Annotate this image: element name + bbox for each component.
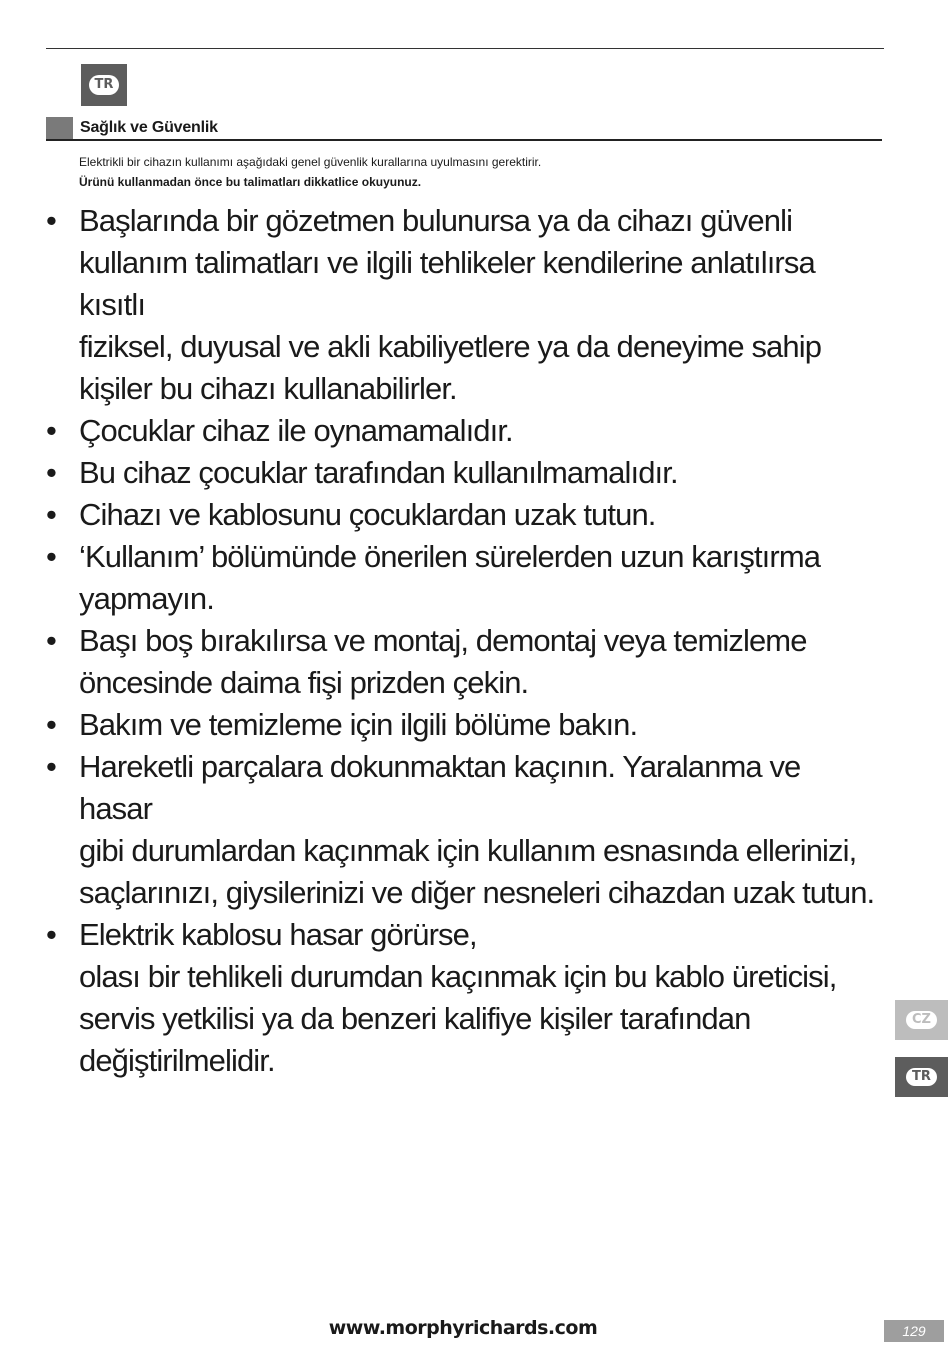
list-item-line: Çocuklar cihaz ile oynamamalıdır. xyxy=(79,413,513,448)
list-item-line: gibi durumlardan kaçınmak için kullanım esnasında ellerinizi, xyxy=(79,833,857,868)
bullet-dot: • xyxy=(46,623,56,658)
list-item xyxy=(46,200,876,410)
bullet-dot: • xyxy=(46,707,56,742)
intro-line-bold: Ürünü kullanmadan önce bu talimatları dikkatlice okuyunuz. xyxy=(79,175,422,189)
tab-tr-label: TR xyxy=(906,1068,937,1086)
intro-line: Elektrikli bir cihazın kullanımı aşağıdaki genel güvenlik kurallarına uyulmasını gerektirir. xyxy=(79,155,542,169)
list-item-line: kişiler bu cihazı kullanabilirler. xyxy=(79,371,457,406)
list-item-line: öncesinde daima fişi prizden çekin. xyxy=(79,665,529,700)
list-item-line: Başı boş bırakılırsa ve montaj, demontaj veya temizleme xyxy=(79,623,807,658)
list-item xyxy=(46,620,876,704)
list-item xyxy=(46,914,876,1082)
bullet-dot: • xyxy=(46,749,56,784)
bullet-dot: • xyxy=(46,497,56,532)
list-item-line: Hareketli parçalara dokunmaktan kaçının. Yaralanma ve hasar xyxy=(79,749,801,826)
list-item xyxy=(46,452,876,494)
list-item-line: yapmayın. xyxy=(79,581,214,616)
list-item-line: Başlarında bir gözetmen bulunursa ya da cihazı güvenli xyxy=(79,203,793,238)
tab-cz[interactable] xyxy=(895,1000,948,1040)
footer-url: www.morphyrichards.com xyxy=(328,1317,598,1339)
list-item-line: fiziksel, duyusal ve akli kabiliyetlere ya da deneyime sahip xyxy=(79,329,822,364)
tab-cz-label: CZ xyxy=(906,1011,937,1029)
list-item-line: Cihazı ve kablosunu çocuklardan uzak tutun. xyxy=(79,497,656,532)
bullet-dot: • xyxy=(46,413,56,448)
page-number: 129 xyxy=(884,1320,944,1342)
section-marker xyxy=(46,117,73,139)
safety-list xyxy=(46,200,876,1082)
list-item-line: olası bir tehlikeli durumdan kaçınmak için bu kablo üreticisi, xyxy=(79,959,837,994)
list-item xyxy=(46,494,876,536)
language-badge-label: TR xyxy=(89,75,120,95)
top-rule xyxy=(46,48,884,49)
list-item-line: değiştirilmelidir. xyxy=(79,1043,275,1078)
list-item xyxy=(46,410,876,452)
list-item-line: Bu cihaz çocuklar tarafından kullanılmamalıdır. xyxy=(79,455,678,490)
list-item-line: Bakım ve temizleme için ilgili bölüme bakın. xyxy=(79,707,638,742)
section-header xyxy=(46,117,882,141)
bullet-dot: • xyxy=(46,539,56,574)
language-badge xyxy=(81,64,127,106)
list-item-line: servis yetkilisi ya da benzeri kalifiye kişiler tarafından xyxy=(79,1001,751,1036)
section-rule xyxy=(46,139,882,141)
bullet-dot: • xyxy=(46,917,56,952)
list-item-line: ‘Kullanım’ bölümünde önerilen sürelerden uzun karıştırma xyxy=(79,539,821,574)
list-item-line: saçlarınızı, giysilerinizi ve diğer nesneleri cihazdan uzak tutun. xyxy=(79,875,875,910)
list-item xyxy=(46,746,876,914)
bullet-dot: • xyxy=(46,455,56,490)
bullet-dot: • xyxy=(46,203,56,238)
list-item xyxy=(46,536,876,620)
list-item-line: kullanım talimatları ve ilgili tehlikeler kendilerine anlatılırsa kısıtlı xyxy=(79,245,815,322)
tab-tr[interactable] xyxy=(895,1057,948,1097)
intro xyxy=(79,152,541,192)
list-item xyxy=(46,704,876,746)
list-item-line: Elektrik kablosu hasar görürse, xyxy=(79,917,477,952)
section-title: Sağlık ve Güvenlik xyxy=(80,119,218,136)
